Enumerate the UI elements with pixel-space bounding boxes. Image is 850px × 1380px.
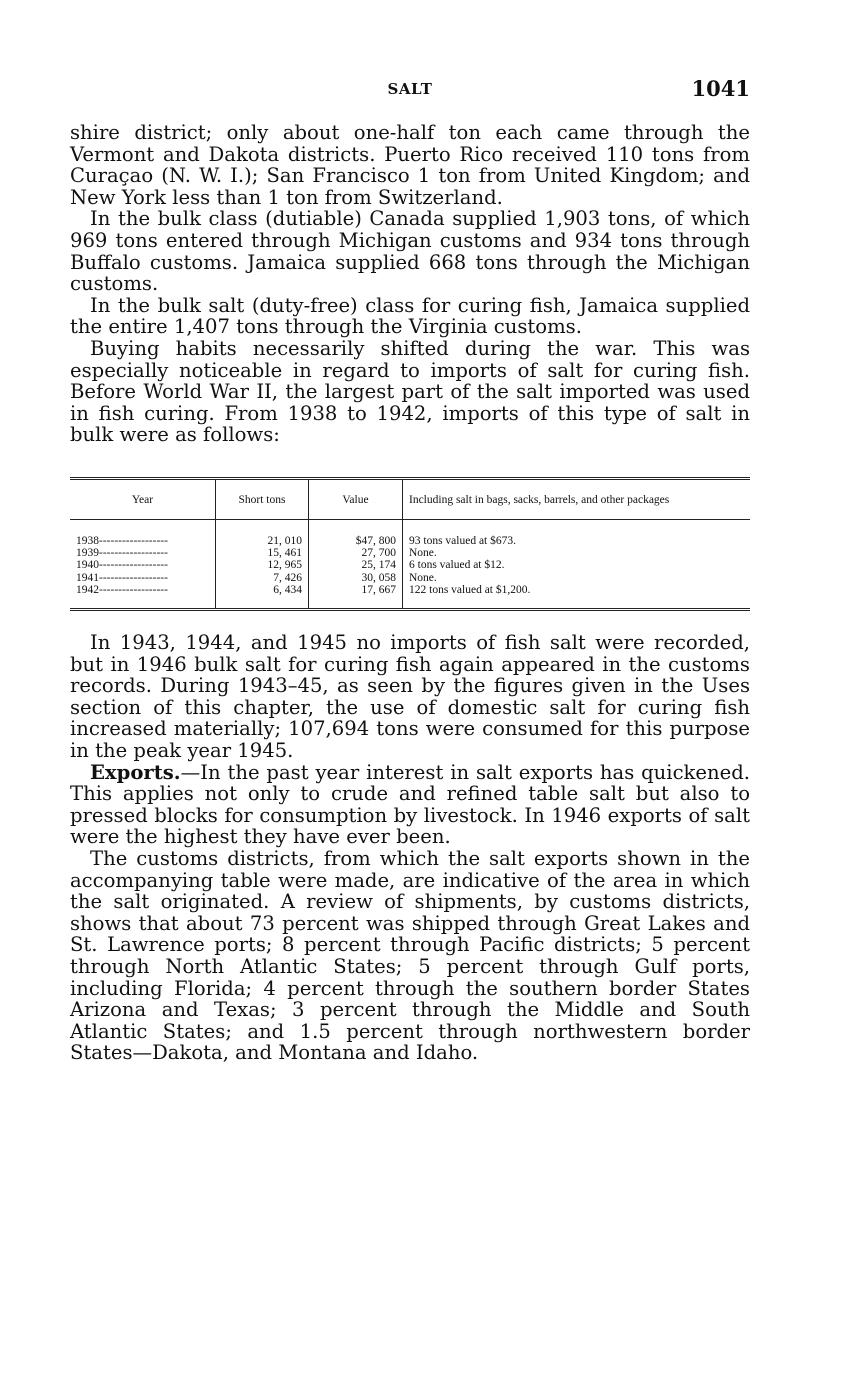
cell-value: 25, 174 (309, 559, 403, 571)
paragraph: In the bulk salt (duty-free) class for curing fish, Jamaica supplied the entire 1,407 tons through the Virginia customs. (70, 293, 750, 339)
year-text: 1940 (76, 559, 99, 572)
table-row (70, 559, 750, 571)
paragraph: In the bulk class (dutiable) Canada supplied 1,903 tons, of which 969 tons entered through Michigan customs and 934 tons through Buffalo customs. Jamaica supplied 668 tons through the Michigan customs. (70, 207, 750, 296)
column-header-value: Value (309, 479, 403, 520)
year-text: 1939 (76, 547, 99, 560)
cell-including: 93 tons valued at $673. (409, 535, 516, 547)
cell-value: 17, 667 (309, 584, 403, 610)
paragraph: shire district; only about one-half ton each came through the Vermont and Dakota districts. Puerto Rico received 110 tons from Curaçao (N. W. I.); San Francisco 1 ton from United Kingdom; and New York less than 1 ton from Switzerland. (70, 121, 750, 209)
cell-tons: 7, 426 (216, 572, 309, 584)
cell-year: 1942------------------ (76, 583, 168, 596)
paragraph: Buying habits necessarily shifted during the war. This was especially noticeable in regard to imports of salt for curing fish. Before World War II, the largest part of the salt imported was used in fish curing. From 1938 to 1942, imports of this type of salt in bulk were as follows: (70, 336, 750, 447)
cell-including: 122 tons valued at $1,200. (409, 583, 531, 596)
exports-text: —In the past year interest in salt exports has quickened. This applies not only to crude and refined table salt but also to pressed blocks for consumption by livestock. In 1946 exports of salt were the highest they have ever been. (70, 760, 750, 849)
table-row (70, 520, 750, 548)
cell-tons: 15, 461 (216, 547, 309, 559)
column-header-year: Year (131, 493, 154, 506)
table-row (70, 584, 750, 610)
paragraph-exports (70, 762, 750, 848)
cell-tons: 21, 010 (216, 520, 309, 548)
cell-year: 1941------------------ (76, 571, 168, 584)
table-row (70, 572, 750, 584)
paragraph: The customs districts, from which the salt exports shown in the accompanying table were made, are indicative of the area in which the salt originated. A review of shipments, by customs districts, shows that about 73 percent was shipped through Great Lakes and St. Lawrence ports; 8 percent through Pacific districts; 5 percent through North Atlantic States; 5 percent through Gulf ports, including Florida; 4 percent through the southern border States Arizona and Texas; 3 percent through the Middle and South Atlantic States; and 1.5 percent through northwestern border States—Dakota, and Montana and Idaho. (70, 846, 750, 1065)
cell-tons: 6, 434 (216, 584, 309, 610)
paragraph: In 1943, 1944, and 1945 no imports of fish salt were recorded, but in 1946 bulk salt for curing fish again appeared in the customs records. During 1943–45, as seen by the figures given in the Uses section of this chapter, the use of domestic salt for curing fish increased materially; 107,694 tons were consumed for this purpose in the peak year 1945. (70, 631, 750, 762)
cell-value: $47, 800 (309, 520, 403, 548)
cell-including: None. (409, 547, 437, 560)
body-text-top (70, 122, 750, 446)
exports-heading: Exports. (90, 760, 181, 784)
page-number: 1041 (691, 76, 750, 101)
table-header-row (70, 479, 750, 520)
running-head: SALT (387, 80, 433, 98)
year-text: 1942 (76, 583, 99, 596)
table-row (70, 547, 750, 559)
year-text: 1938 (76, 535, 99, 547)
body-text-bottom (70, 632, 750, 1064)
imports-table (70, 477, 750, 611)
cell-year: 1939------------------ (76, 547, 168, 560)
cell-including: None. (409, 571, 437, 584)
column-header-short-tons: Short tons (216, 479, 309, 520)
cell-value: 30, 058 (309, 572, 403, 584)
year-text: 1941 (76, 571, 99, 584)
cell-year: 1938------------------ (76, 535, 168, 547)
cell-including: 6 tons valued at $12. (409, 559, 505, 572)
cell-year: 1940------------------ (76, 559, 168, 572)
page-header (70, 76, 750, 106)
cell-value: 27, 700 (309, 547, 403, 559)
cell-tons: 12, 965 (216, 559, 309, 571)
column-header-including: Including salt in bags, sacks, barrels, and other packages (409, 493, 670, 506)
